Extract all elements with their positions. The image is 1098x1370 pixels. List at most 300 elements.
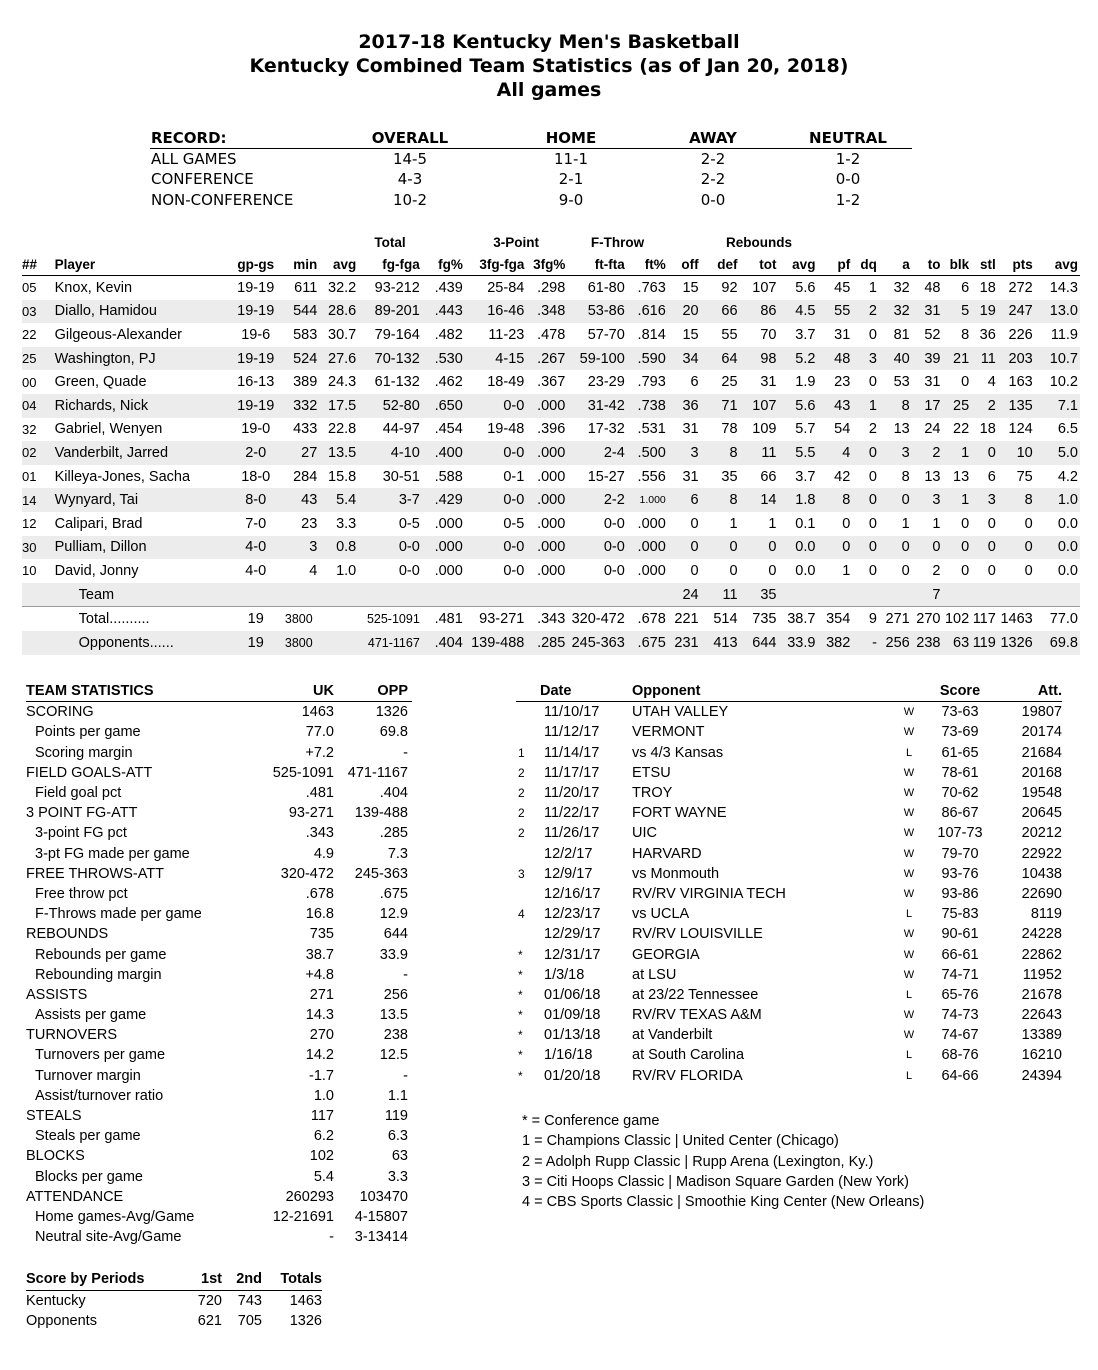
schedule-header-opponent: Opponent [632,681,888,702]
team-stat-uk: 270 [309,1027,334,1044]
player-stat: 6 [690,374,699,391]
schedule-date: 11/17/17 [544,764,600,781]
team-stat-label: Home games-Avg/Game [35,1208,195,1225]
player-row [22,276,1080,300]
player-stat: .763 [637,279,666,296]
schedule-date: 01/09/18 [544,1007,601,1024]
player-stat: 1463 [998,607,1035,631]
team-stat-opp: 1.1 [387,1087,408,1104]
team-stat-row [26,904,412,924]
player-name: Opponents...... [49,631,231,655]
player-stat: 14 [740,488,779,512]
schedule-score: 64-66 [941,1067,979,1084]
team-stat-label: ASSISTS [26,986,88,1003]
player-stat: 38.7 [778,607,817,631]
schedule-result: L [905,1069,913,1082]
player-stat: 226 [1008,326,1033,343]
periods-score: 1326 [289,1313,322,1330]
player-stat: .439 [434,279,463,296]
team-stat-label: Field goal pct [35,785,122,802]
player-stat: .443 [422,300,465,324]
player-stat: .814 [637,326,666,343]
player-stat: 16-13 [237,374,275,391]
player-stat: 0 [852,488,879,512]
player-stat: 81 [893,326,910,343]
player-name: Richards, Nick [49,394,231,418]
player-name: Gilgeous-Alexander [54,326,182,343]
team-stat-uk: 93-271 [288,805,334,822]
player-stat: 4 [987,374,996,391]
player-stat: 2-4 [567,441,626,465]
player-stat: 3 [912,488,943,512]
player-stat: 59-100 [567,347,626,371]
player-stat: 17-32 [587,421,625,438]
periods-header-1st: 1st [192,1269,222,1290]
team-stat-row [26,783,412,803]
player-column-header: tot [740,253,779,276]
player-stat: 19-19 [231,347,280,371]
player-row [22,394,1080,418]
schedule-result: L [905,988,913,1001]
record-value: 11-1 [553,150,589,168]
team-stat-row [26,1045,412,1065]
schedule-date: 01/13/18 [544,1027,601,1044]
player-stat: 0 [879,488,912,512]
schedule-attendance: 20645 [1021,805,1062,822]
schedule-score: 73-63 [941,704,979,721]
player-stat [817,583,852,607]
player-row [22,300,1080,324]
team-stat-opp: 644 [383,926,408,943]
schedule-date: 01/20/18 [544,1067,601,1084]
team-stat-label: Free throw pct [35,885,128,902]
player-stat [319,631,358,655]
schedule-attendance: 20168 [1021,764,1062,781]
player-stat: 0 [740,536,779,560]
player-column-header: avg [1035,253,1080,276]
player-stat: 13 [953,468,970,485]
player-stat: 238 [912,631,943,655]
player-stat: 9 [852,607,879,631]
player-stat: 0 [1024,515,1033,532]
schedule-date: 12/31/17 [544,946,601,963]
schedule-score: 78-61 [941,764,979,781]
player-stat: 35 [721,468,738,485]
player-stat: 332 [280,394,319,418]
team-stat-row [26,1025,412,1045]
player-stat: 27.6 [319,347,358,371]
team-stat-uk: 320-472 [280,865,334,882]
team-stat-uk: 14.2 [305,1047,334,1064]
player-stat: 0 [852,441,879,465]
player-stat: .000 [526,394,567,418]
schedule-opponent: vs UCLA [632,906,690,923]
player-stat: 284 [293,468,318,485]
player-name: Vanderbilt, Jarred [49,441,231,465]
player-stat: 0-0 [465,441,527,465]
player-stat: 19 [971,300,998,324]
schedule-opponent: RV/RV TEXAS A&M [632,1007,762,1024]
player-stat: 5.5 [778,441,817,465]
team-stat-opp: 13.5 [379,1007,408,1024]
player-stat: 0.0 [778,536,817,560]
team-stat-row [26,1207,412,1227]
player-stat: 14 [22,488,49,512]
schedule-attendance: 16210 [1021,1047,1062,1064]
player-stat: 413 [701,631,740,655]
player-stat: 8 [701,488,740,512]
schedule-result: L [905,908,913,921]
player-stat [280,583,319,607]
player-stat: 11 [740,441,779,465]
team-stat-label: Rebounds per game [35,946,167,963]
player-stat: 15 [682,326,699,343]
team-stat-opp: 119 [384,1108,408,1125]
team-stat-label: Steals per game [35,1128,141,1145]
footnotes [522,1111,924,1212]
player-stat: 0 [690,515,699,532]
player-stat: 0 [912,536,943,560]
player-stat: 40 [879,347,912,371]
player-stat: 119 [971,631,998,655]
player-stat: 10 [998,441,1035,465]
team-stat-label: Assist/turnover ratio [35,1087,164,1104]
player-stat [852,583,879,607]
player-stat: 15.8 [328,468,357,485]
player-stat: 42 [834,468,851,485]
schedule-score: 61-65 [941,744,979,761]
player-stat: 5.6 [795,279,816,296]
player-column-header: gp-gs [231,253,280,276]
player-stat: 31-42 [567,394,626,418]
team-stat-opp: 12.9 [379,906,408,923]
player-stat: 69.8 [1035,631,1080,655]
player-stat: 102 [942,607,971,631]
player-stat: 0-0 [603,515,625,532]
player-stat: 19-6 [241,326,271,343]
player-stat: 89-201 [358,300,422,324]
team-stats-header-uk: UK [266,681,340,702]
player-stat: 12 [22,516,37,532]
player-name: David, Jonny [54,562,139,579]
schedule-attendance: 11952 [1022,966,1062,983]
schedule-row [516,722,1062,742]
player-stat: 28.6 [319,300,358,324]
schedule-footnote-marker: * [518,1048,523,1063]
schedule-score: 74-73 [941,1007,979,1024]
player-stat: 33.9 [778,631,817,655]
team-stat-uk: 117 [310,1108,334,1125]
player-stat: 0 [868,468,877,485]
schedule-row [516,1066,1062,1086]
player-name: Wynyard, Tai [49,488,231,512]
team-stat-label: 3-point FG pct [35,825,127,842]
player-stat: 01 [22,469,37,485]
player-stat: 17 [912,394,943,418]
record-value: 1-2 [835,190,861,209]
team-stat-label: Blocks per game [35,1168,143,1185]
schedule-opponent: at LSU [632,966,677,983]
schedule-date: 12/23/17 [544,906,601,923]
player-stat: .000 [434,562,463,579]
record-table [150,128,912,210]
footnote: 1 = Champions Classic | United Center (Chicago) [522,1133,839,1150]
player-stat: 78 [721,421,738,438]
schedule-date: 1/3/18 [544,966,585,983]
team-stat-opp: .285 [379,825,408,842]
player-stat: 4-15 [465,347,527,371]
player-stat: 6.5 [1057,421,1078,438]
player-stat: 0 [961,374,970,391]
player-stat: 25 [721,374,738,391]
player-stat: .556 [637,468,666,485]
team-stat-opp: 3.3 [387,1168,408,1185]
schedule-attendance: 20212 [1021,825,1062,842]
team-stats-header-opp: OPP [340,681,412,702]
player-row [22,583,1080,607]
player-stat: .000 [637,515,666,532]
team-stat-label: FREE THROWS-ATT [26,865,165,882]
schedule-opponent: at Vanderbilt [632,1027,713,1044]
player-stat: 0 [961,562,970,579]
player-stat: 8 [879,394,912,418]
player-stat: 107 [740,394,779,418]
team-stat-row [26,924,412,944]
player-stat: 36 [979,326,996,343]
schedule-date: 11/10/17 [544,704,600,721]
player-stat: .531 [637,421,666,438]
player-stat: 19-48 [487,421,525,438]
player-stat: 30.7 [328,326,357,343]
player-stats-table [22,231,1080,655]
player-stat: 1.000 [627,488,668,512]
player-stat: 19-19 [237,279,275,296]
player-stat: 644 [740,631,779,655]
player-stat: 63 [942,631,971,655]
player-column-header: min [280,253,319,276]
periods-score: 621 [197,1313,222,1330]
player-stat: .367 [537,374,566,391]
periods-score: 1463 [289,1292,322,1309]
schedule-opponent: RV/RV FLORIDA [632,1067,743,1084]
team-statistics-table [26,681,412,1247]
record-value: 2-2 [700,170,726,189]
player-stat: 1.9 [795,374,816,391]
periods-header: Score by Periods [26,1269,192,1290]
schedule-footnote-marker: 2 [518,826,525,841]
player-stat: 22 [22,327,37,343]
schedule-footnote-marker: * [518,967,523,982]
player-stat: 3 [668,441,701,465]
player-stat: .793 [637,374,666,391]
team-stat-row [26,823,412,843]
player-stat: .000 [434,515,463,532]
player-column-header: fg% [422,253,465,276]
record-row [150,190,912,211]
team-stat-label: Rebounding margin [35,966,162,983]
schedule-row [516,763,1062,783]
player-stat: 270 [912,607,943,631]
player-stat: 25-84 [487,279,525,296]
player-stat: .482 [434,326,463,343]
player-stat: 00 [22,374,37,390]
player-stat: 13.0 [1035,300,1080,324]
player-row [22,441,1080,465]
player-stat: 66 [760,468,777,485]
player-stat: .396 [537,421,566,438]
player-stat: 2 [868,421,877,438]
player-column-header: pts [998,253,1035,276]
schedule-attendance: 8119 [1030,906,1062,923]
player-stat: 70-132 [358,347,422,371]
team-stat-opp: 139-488 [354,805,408,822]
schedule-row [516,904,1062,924]
player-stat: 221 [668,607,701,631]
team-stat-row [26,743,412,763]
team-stat-label: ATTENDANCE [26,1188,124,1205]
schedule-row [516,1025,1062,1045]
player-stat: .285 [526,631,567,655]
player-stat: 0-0 [398,562,420,579]
player-name: Killeya-Jones, Sacha [54,468,191,485]
player-stat: 19-19 [231,394,280,418]
player-stat: .481 [422,607,465,631]
team-stat-uk: 14.3 [305,1007,334,1024]
team-stat-uk: 1.0 [313,1087,334,1104]
periods-team: Opponents [26,1313,97,1330]
team-stat-label: STEALS [26,1108,82,1125]
player-stat: 0 [868,562,877,579]
player-stat: 18-49 [487,374,525,391]
player-stat: 19-0 [241,421,271,438]
record-value: 2-1 [558,170,584,189]
team-stats-header: TEAM STATISTICS [26,681,266,702]
player-stat: 0 [817,536,852,560]
team-stat-opp: .404 [379,785,408,802]
player-stat: 107 [752,279,777,296]
player-stat: .590 [627,347,668,371]
player-stat: 48 [817,347,852,371]
team-stat-uk: -1.7 [309,1067,334,1084]
player-stat: 247 [998,300,1035,324]
player-name: Diallo, Hamidou [49,300,231,324]
schedule-row [516,924,1062,944]
player-stat: 44-97 [382,421,420,438]
schedule-attendance: 19807 [1021,704,1062,721]
player-stat: 98 [740,347,779,371]
player-stat: 5.2 [778,347,817,371]
schedule-attendance: 22690 [1021,885,1062,902]
team-stat-row [26,1126,412,1146]
player-stat: 0.8 [319,536,358,560]
team-stat-opp: 6.3 [387,1128,408,1145]
player-stat: 4.2 [1057,468,1078,485]
player-stat: 0 [668,536,701,560]
player-stat: 31 [924,374,941,391]
player-stat: .000 [537,562,566,579]
team-stat-row [26,985,412,1005]
schedule-opponent: vs Monmouth [632,865,720,882]
player-column-header: a [879,253,912,276]
player-stat: 0-0 [465,488,527,512]
footnote: 2 = Adolph Rupp Classic | Rupp Arena (Lexington, Ky.) [522,1153,874,1170]
player-stat: 23-29 [587,374,625,391]
player-stat: .348 [526,300,567,324]
player-stat: 2-2 [567,488,626,512]
player-stat: 0.1 [795,515,816,532]
player-stat: 1.8 [778,488,817,512]
player-stat: 4 [817,441,852,465]
team-stat-label: SCORING [26,704,94,721]
player-stat: 583 [293,326,318,343]
player-stat: 1.0 [336,562,357,579]
schedule-opponent: VERMONT [632,724,705,741]
team-stat-label: REBOUNDS [26,926,109,943]
player-stat: 31 [682,468,699,485]
team-stat-opp: - [403,744,408,761]
player-stat [942,583,971,607]
player-stat: 55 [817,300,852,324]
schedule-result: W [903,1009,915,1022]
team-stat-row [26,702,412,723]
schedule-result: W [903,807,915,820]
player-stat: 1 [852,394,879,418]
player-stat: 31 [912,300,943,324]
team-stat-opp: 256 [383,986,408,1003]
team-stat-uk: .678 [305,885,334,902]
player-stat [567,583,626,607]
player-stat: 04 [22,394,49,418]
player-stat: 5.6 [778,394,817,418]
schedule-result: W [903,968,915,981]
player-stat: .000 [526,441,567,465]
player-stat: 163 [1008,374,1033,391]
team-stat-row [26,1086,412,1106]
player-stat: 0.0 [795,562,816,579]
team-stat-row [26,1106,412,1126]
schedule-score: 73-69 [941,724,979,741]
player-stat: .616 [627,300,668,324]
schedule-row [516,985,1062,1005]
player-stat: 61-132 [374,374,420,391]
player-row [22,536,1080,560]
schedule-attendance: 20174 [1021,724,1062,741]
schedule-attendance: 22862 [1021,946,1062,963]
schedule-attendance: 21678 [1021,986,1062,1003]
player-stat: 25 [942,394,971,418]
schedule-opponent: at South Carolina [632,1047,745,1064]
player-stat: 735 [740,607,779,631]
player-name: Team [49,583,231,607]
player-stat: 86 [740,300,779,324]
player-stat: 31 [682,421,699,438]
player-stat: 5.4 [319,488,358,512]
player-column-header: blk [942,253,971,276]
schedule-opponent: at 23/22 Tennessee [632,986,759,1003]
record-header-overall: OVERALL [320,128,500,149]
schedule-row [516,884,1062,904]
team-stat-opp: 4-15807 [354,1208,408,1225]
player-row [22,512,1080,536]
player-stat: 0.0 [1057,515,1078,532]
player-stat: 0 [868,326,877,343]
player-stat: 3800 [280,607,319,631]
player-stat: 525-1091 [358,607,422,631]
team-stat-uk: 12-21691 [272,1208,334,1225]
record-value: 0-0 [700,190,726,209]
player-stat: 3.7 [795,326,816,343]
player-stat: .400 [422,441,465,465]
